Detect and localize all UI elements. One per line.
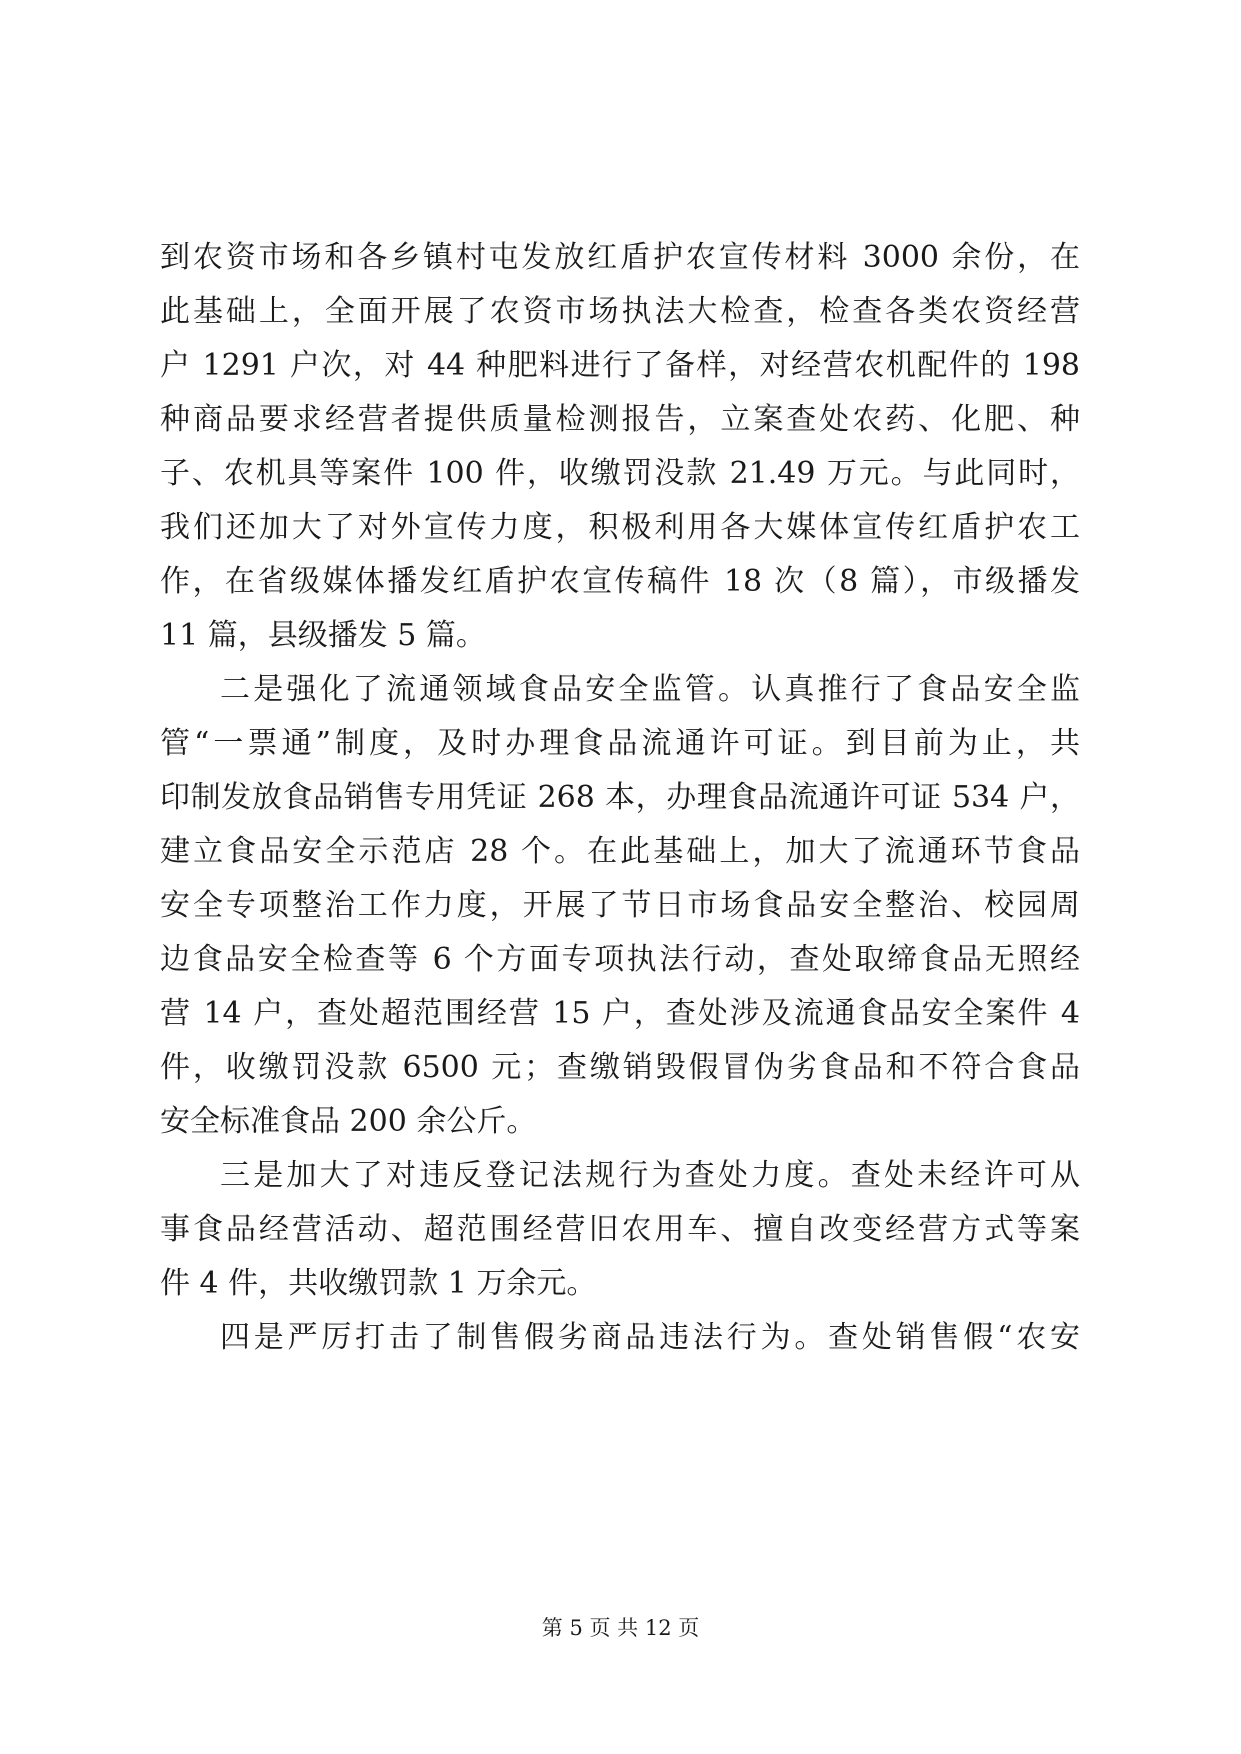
text-line: 事食品经营活动、超范围经营旧农用车、擅自改变经营方式等案 [160,1212,1080,1247]
text-line: 件，收缴罚没款 6500 元；查缴销毁假冒伪劣食品和不符合食品 [160,1050,1080,1085]
text-line: 件 4 件，共收缴罚款 1 万余元。 [160,1266,597,1301]
text-line: 管“一票通”制度，及时办理食品流通许可证。到目前为止，共 [160,726,1080,761]
text-line: 我们还加大了对外宣传力度，积极利用各大媒体宣传红盾护农工 [160,510,1080,545]
paragraph-first-line: 三是加大了对违反登记法规行为查处力度。查处未经许可从 [220,1158,1080,1193]
text-line: 户 1291 户次，对 44 种肥料进行了备样，对经营农机配件的 198 [160,348,1080,383]
text-line: 作，在省级媒体播发红盾护农宣传稿件 18 次（8 篇），市级播发 [160,564,1080,599]
text-line: 安全标准食品 200 余公斤。 [160,1104,537,1139]
paragraph-first-line: 四是严厉打击了制售假劣商品违法行为。查处销售假“农安 [220,1320,1080,1355]
text-line: 安全专项整治工作力度，开展了节日市场食品安全整治、校园周 [160,888,1080,923]
text-line: 子、农机具等案件 100 件，收缴罚没款 21.49 万元。与此同时， [160,456,1080,491]
text-line: 营 14 户，查处超范围经营 15 户，查处涉及流通食品安全案件 4 [160,996,1080,1031]
page-footer [0,1614,1241,1642]
text-line: 种商品要求经营者提供质量检测报告，立案查处农药、化肥、种 [160,402,1080,437]
text-line: 印制发放食品销售专用凭证 268 本，办理食品流通许可证 534 户， [160,780,1080,815]
text-line: 此基础上，全面开展了农资市场执法大检查，检查各类农资经营 [160,294,1080,329]
page-number: 第 5 页 共 12 页 [541,1616,700,1640]
text-line: 11 篇，县级播发 5 篇。 [160,618,486,653]
text-line: 边食品安全检查等 6 个方面专项执法行动，查处取缔食品无照经 [160,942,1080,977]
text-line: 到农资市场和各乡镇村屯发放红盾护农宣传材料 3000 余份，在 [160,240,1080,275]
paragraph-first-line: 二是强化了流通领域食品安全监管。认真推行了食品安全监 [220,672,1080,707]
text-line: 建立食品安全示范店 28 个。在此基础上，加大了流通环节食品 [160,834,1080,869]
